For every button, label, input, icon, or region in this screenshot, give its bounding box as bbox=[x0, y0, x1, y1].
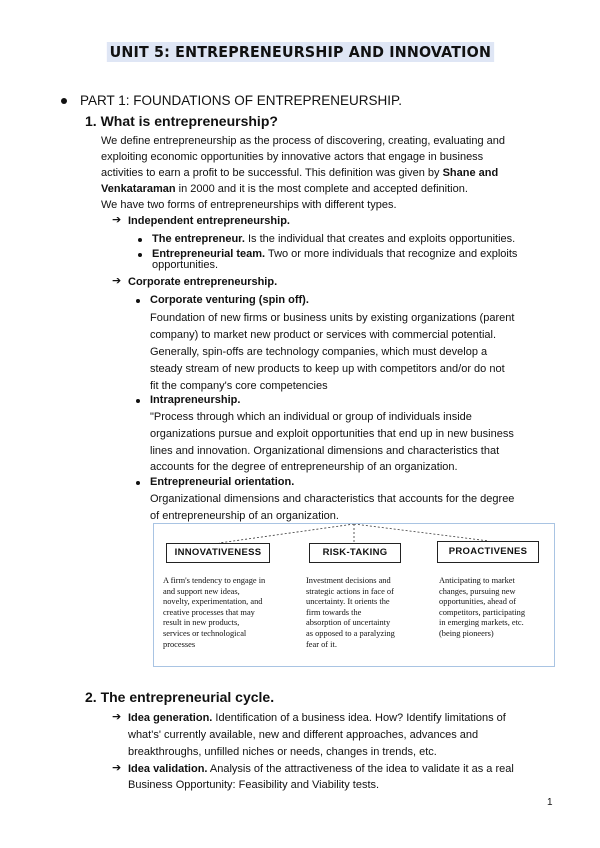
idea-generation-line-2: what's' currently available, new and different approaches, advances and bbox=[128, 729, 479, 741]
page-number: 1 bbox=[547, 797, 553, 808]
arrow-icon: ➔ bbox=[112, 214, 122, 226]
intrapreneurship-label: Intrapreneurship. bbox=[150, 394, 241, 406]
authors-part-1: Shane and bbox=[442, 167, 499, 179]
intrapreneurship-line-4: accounts for the degree of entrepreneurship of an organization. bbox=[150, 461, 458, 473]
team-text: Two or more individuals that recognize and exploits bbox=[265, 248, 518, 260]
definition-line-4-text: in 2000 and it is the most complete and accepted definition. bbox=[175, 183, 468, 195]
idea-validation-line-1 bbox=[128, 761, 514, 777]
part-bullet bbox=[61, 98, 67, 104]
forms-line: We have two forms of entrepreneurships with different types. bbox=[101, 199, 397, 211]
desc-line: uncertainty. It orients the bbox=[306, 597, 390, 607]
proactiveness-box: PROACTIVENES bbox=[437, 541, 539, 563]
arrow-icon: ➔ bbox=[112, 275, 122, 287]
entrepreneur-item bbox=[152, 231, 515, 247]
desc-line: services or technological bbox=[163, 628, 247, 638]
connector-left bbox=[219, 524, 354, 543]
desc-line: firm towards the bbox=[306, 607, 362, 617]
entrepreneur-text: Is the individual that creates and exploits opportunities. bbox=[244, 233, 516, 245]
risk-taking-box: RISK-TAKING bbox=[309, 543, 401, 563]
arrow-icon: ➔ bbox=[112, 711, 122, 723]
intrapreneurship-line-1: "Process through which an individual or group of individuals inside bbox=[150, 411, 472, 423]
desc-line: novelty, experimentation, and bbox=[163, 597, 263, 607]
bullet-icon bbox=[138, 238, 142, 242]
team-label: Entrepreneurial team. bbox=[152, 248, 266, 260]
innovativeness-box: INNOVATIVENESS bbox=[166, 543, 270, 563]
definition-line-1: We define entrepreneurship as the process of discovering, creating, evaluating and bbox=[101, 135, 505, 147]
idea-validation-label: Idea validation. bbox=[128, 763, 208, 775]
desc-line: and support new ideas, bbox=[163, 586, 240, 596]
desc-line: Investment decisions and bbox=[306, 576, 391, 585]
intrapreneurship-line-3: lines and innovation. Organizational dimensions and characteristics that bbox=[150, 445, 500, 457]
venturing-label: Corporate venturing (spin off). bbox=[150, 294, 309, 306]
desc-line: changes, pursuing new bbox=[439, 586, 516, 596]
orientation-label: Entrepreneurial orientation. bbox=[150, 476, 295, 488]
desc-line: creative processes that may bbox=[163, 607, 255, 617]
document-title bbox=[0, 42, 600, 62]
desc-line: absorption of uncertainty bbox=[306, 618, 391, 628]
intrapreneurship-line-2: organizations pursue and exploit opportunities that end up in new business bbox=[150, 428, 514, 440]
team-item-line-2: opportunities. bbox=[152, 259, 219, 271]
section2-heading: 2. The entrepreneurial cycle. bbox=[85, 689, 275, 705]
orientation-line-1: Organizational dimensions and characteristics that accounts for the degree bbox=[150, 493, 515, 505]
section1-heading: 1. What is entrepreneurship? bbox=[85, 113, 278, 129]
idea-generation-line-3: breakthroughs, unfilled niches or needs, changes in trends, etc. bbox=[128, 746, 437, 758]
desc-line: opportunities, ahead of bbox=[439, 597, 516, 607]
venturing-line-2: company) to market new product or services with commercial potential. bbox=[150, 329, 497, 341]
desc-line: processes bbox=[163, 639, 196, 649]
definition-line-2: exploiting economic opportunities by innovative actors that engage in business bbox=[101, 151, 484, 163]
desc-line: strategic actions in face of bbox=[306, 586, 394, 596]
authors-part-2: Venkataraman bbox=[101, 183, 176, 195]
corporate-heading: Corporate entrepreneurship. bbox=[128, 276, 278, 288]
definition-line-3 bbox=[101, 165, 498, 181]
desc-line: competitors, participating bbox=[439, 607, 526, 617]
part1-heading: PART 1: FOUNDATIONS OF ENTREPRENEURSHIP. bbox=[80, 93, 403, 108]
idea-generation-text: Identification of a business idea. How? Identify limitations of bbox=[212, 712, 506, 724]
bullet-icon bbox=[136, 299, 140, 303]
desc-line: as opposed to a paralyzing bbox=[306, 628, 395, 638]
orientation-diagram bbox=[153, 523, 555, 667]
entrepreneur-label: The entrepreneur. bbox=[152, 233, 245, 245]
document-title-text: UNIT 5: ENTREPRENEURSHIP AND INNOVATION bbox=[106, 42, 493, 62]
proactiveness-description bbox=[439, 576, 547, 640]
definition-line-3-text: activities to earn a profit to be successful. This definition was given by bbox=[101, 167, 440, 179]
bullet-icon bbox=[136, 481, 140, 485]
arrow-icon: ➔ bbox=[112, 762, 122, 774]
definition-line-4 bbox=[101, 181, 468, 197]
independent-heading: Independent entrepreneurship. bbox=[128, 215, 290, 227]
bullet-icon bbox=[138, 253, 142, 257]
desc-line: A firm's tendency to engage in bbox=[163, 576, 266, 585]
innovativeness-description bbox=[163, 576, 287, 650]
idea-validation-text: Analysis of the attractiveness of the idea to validate it as a real bbox=[207, 763, 514, 775]
idea-generation-line-1 bbox=[128, 710, 506, 726]
connector-right bbox=[354, 524, 489, 541]
desc-line: fear of it. bbox=[306, 639, 337, 649]
desc-line: in emerging markets, etc. bbox=[439, 618, 524, 628]
idea-validation-line-2: Business Opportunity: Feasibility and Viability tests. bbox=[128, 779, 380, 791]
venturing-line-1: Foundation of new firms or business units by existing organizations (parent bbox=[150, 312, 515, 324]
orientation-line-2: of entrepreneurship of an organization. bbox=[150, 510, 339, 522]
desc-line: result in new products, bbox=[163, 618, 240, 628]
idea-generation-label: Idea generation. bbox=[128, 712, 213, 724]
venturing-line-3: Generally, spin-offs are technology companies, which must develop a bbox=[150, 346, 488, 358]
desc-line: (being pioneers) bbox=[439, 628, 494, 638]
risk-taking-description bbox=[306, 576, 424, 650]
venturing-line-5: fit the company's core competencies bbox=[150, 380, 328, 392]
venturing-line-4: steady stream of new products to keep up with competitors and/or do not bbox=[150, 363, 505, 375]
bullet-icon bbox=[136, 399, 140, 403]
desc-line: Anticipating to market bbox=[439, 576, 515, 585]
